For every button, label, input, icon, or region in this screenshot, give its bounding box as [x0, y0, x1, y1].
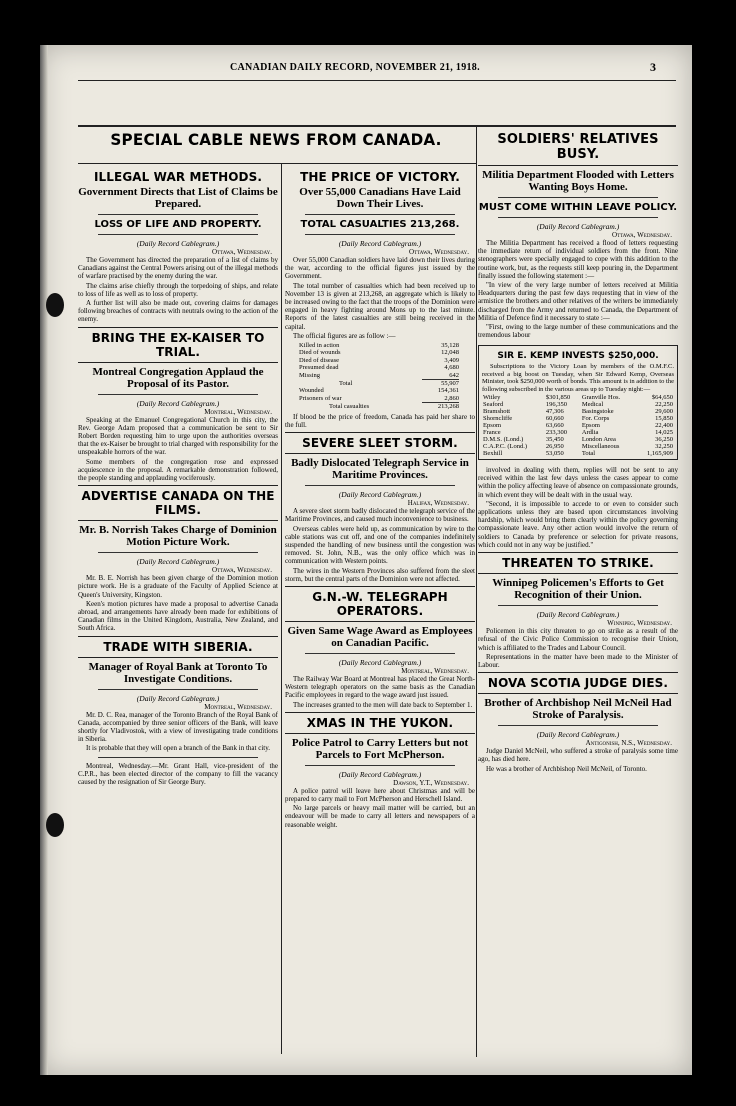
paragraph: The official figures are as follow :—	[293, 331, 396, 340]
paragraph: The Government has directed the preparation of a list of claims by Canadians against the Central Powers arising out of the illegal methods of warfare practised by the enemy during the war.	[78, 256, 278, 281]
area-name: Seaford	[483, 401, 504, 409]
paragraph: Keen's motion pictures have made a proposal to advertise Canada abroad, and arrangements have already been made for exhibitions of Canadian films in the United Kingdom, Australia, New Zealand, and South Africa.	[78, 599, 278, 633]
casualty-table	[299, 342, 459, 411]
headline: ILLEGAL WAR METHODS.	[93, 170, 263, 184]
area-name: Total	[581, 450, 596, 458]
area-amount: 60,660	[545, 415, 564, 423]
headline: THREATEN TO STRIKE.	[502, 556, 654, 571]
row-value: 642	[422, 372, 459, 380]
subheadline: Government Directs that List of Claims be Prepared.	[78, 186, 278, 210]
area-amount: 63,660	[545, 422, 564, 430]
area-name: France	[483, 429, 501, 437]
paragraph: A police patrol will leave here about Christmas and will be prepared to carry mail to Fort McPherson and Herschell Island.	[285, 786, 475, 803]
banner-rule	[78, 163, 476, 164]
header-rule	[78, 80, 676, 81]
row-label: Prisoners of war	[299, 395, 342, 403]
paragraph: The increases granted to the men will date back to September 1.	[293, 700, 473, 709]
dateline: Dawson, Y.T., Wednesday.	[393, 778, 469, 787]
table-row	[299, 395, 459, 403]
running-head: CANADIAN DAILY RECORD, NOVEMBER 21, 1918.	[230, 62, 480, 73]
credit-line: (Daily Record Cablegram.)	[136, 398, 220, 408]
headline: XMAS IN THE YUKON.	[306, 715, 454, 730]
divider	[98, 757, 258, 758]
divider	[98, 689, 258, 690]
paragraph: A further list will also be made out, covering claims for damages following breaches of contracts with neutrals owing to the action of the enemy.	[78, 299, 278, 324]
paragraph: Policemen in this city threaten to go on strike as a result of the refusal of the Civic Police Commission to recognise their Union, which is affiliated to the Trades and Labour Council.	[478, 627, 678, 652]
paragraph: The total number of casualties which had been received up to November 13 is given at 213,268, an aggregate which is likely to be increased owing to the fact that the troops of the Dominion were engaged in heavy fighting around Mons up to the last minute. Reports of the latest casualties are still being received in the capital.	[285, 281, 475, 331]
headline: SOLDIERS' RELATIVES BUSY.	[497, 132, 659, 162]
divider	[78, 485, 278, 486]
table-row	[299, 357, 459, 364]
paragraph: It is probable that they will open a branch of the Bank in that city.	[86, 744, 271, 753]
paragraph: A severe sleet storm badly dislocated the telegraph service of the Maritime Provinces, and caused much inconvenience to business.	[285, 507, 475, 524]
headline: TRADE WITH SIBERIA.	[103, 639, 253, 654]
row-value: 154,361	[437, 387, 459, 395]
table-row	[482, 443, 674, 450]
area-name: Granville Hos.	[581, 394, 621, 402]
row-label: Killed in action	[299, 342, 340, 350]
paragraph: Montreal, Wednesday.—Mr. Grant Hall, vice-president of the C.P.R., has been elected director of the company to fill the vacancy caused by the resignation of Sir George Bury.	[78, 761, 278, 787]
subscription-table	[482, 394, 674, 457]
table-row	[299, 380, 459, 388]
subheadline: Police Patrol to Carry Letters but not Parcels to Fort McPherson.	[291, 736, 469, 761]
divider	[285, 621, 475, 622]
row-value: 4,680	[444, 364, 459, 372]
divider	[305, 485, 455, 486]
area-amount: 1,165,909	[647, 450, 673, 458]
dateline: Winnipeg, Wednesday.	[607, 619, 672, 628]
row-label: Died of disease	[299, 356, 340, 364]
table-row	[299, 403, 459, 411]
area-amount: 233,300	[545, 429, 567, 437]
area-name: Medical	[581, 401, 604, 409]
divider	[98, 394, 258, 395]
kemp-box	[478, 345, 678, 460]
area-amount: 29,600	[655, 408, 673, 416]
credit-line: (Daily Record Cablegram.)	[338, 769, 422, 779]
divider	[285, 712, 475, 713]
divider	[285, 453, 475, 454]
divider	[478, 552, 678, 553]
paragraph: Mr. D. C. Rea, manager of the Toronto Branch of the Royal Bank of Canada, accompanied by three senior officers of the Bank, will leave shortly for Vladivostok, with a view of investigating trade conditions in Siberia.	[78, 710, 278, 744]
area-name: For. Corps	[581, 415, 610, 423]
dateline: Ottawa, Wednesday.	[212, 566, 272, 575]
binding-hole	[46, 293, 64, 317]
divider	[285, 432, 475, 433]
divider	[78, 362, 278, 363]
column-3	[478, 130, 678, 1060]
area-amount: 32,250	[655, 443, 673, 451]
divider	[478, 573, 678, 574]
divider	[498, 217, 658, 218]
area-name: Bramshott	[483, 408, 511, 416]
paragraph: Speaking at the Emanuel Congregational Church in this city, the Rev. George Adam proposed that a communication be sent to Sir Robert Borden requesting him to urge upon the authorities overseas that the ex-Kaiser be brought to trial charged with responsibility for the unspeakable horrors of the war.	[78, 415, 278, 457]
headline: ADVERTISE CANADA ON THE FILMS.	[81, 489, 275, 518]
box-title: SIR E. KEMP INVESTS $250,000.	[497, 351, 659, 362]
row-label: Total casualties	[329, 403, 370, 411]
divider	[478, 693, 678, 694]
paragraph: "In view of the very large number of letters received at Militia Headquarters during the past few days requesting that in view of the armistice the brothers and other relatives of the writers be immediately discharged from the Army and returned to Canada, the Department of Militia of Defence find it necessary to state :—	[478, 281, 678, 322]
subheadline: Winnipeg Policemen's Efforts to Get Recognition of their Union.	[492, 577, 664, 602]
credit-line: (Daily Record Cablegram.)	[338, 239, 422, 248]
dateline: Montreal, Wednesday.	[204, 702, 272, 711]
row-label: Total	[339, 379, 353, 387]
subheadline: MUST COME WITHIN LEAVE POLICY.	[478, 202, 678, 213]
paragraph: involved in dealing with them, replies will not be sent to any received within the last few days unless the cases appear to come within the policy affecting leave of absence on compassionate grounds, in which event they will be dealt with in the usual way.	[478, 466, 678, 499]
headline: SEVERE SLEET STORM.	[302, 436, 458, 451]
divider	[98, 214, 258, 215]
divider	[478, 672, 678, 673]
row-value: 3,409	[444, 356, 459, 364]
paragraph: Over 55,000 Canadian soldiers have laid down their lives during the war, according to the official figures just issued by the Government.	[285, 256, 475, 281]
table-row	[482, 422, 674, 429]
area-name: Witley	[483, 394, 501, 402]
credit-line: (Daily Record Cablegram.)	[536, 730, 620, 740]
row-label: Presumed dead	[299, 364, 339, 372]
area-name: Ardlia	[581, 429, 599, 437]
divider	[498, 605, 658, 606]
subheadline: Montreal Congregation Applaud the Proposal of its Pastor.	[92, 365, 264, 390]
dateline: Ottawa, Wednesday.	[212, 248, 272, 256]
credit-line: (Daily Record Cablegram.)	[136, 693, 220, 703]
paragraph: Overseas cables were held up, as communication by wire to the cable stations was cut off, and one of the companies indefinitely suspended the handling of new business until the congestion was removed. St. John, N.B., was the only office which was in communication with Western points.	[285, 524, 475, 566]
table-row	[482, 394, 674, 401]
dateline: Montreal, Wednesday.	[401, 666, 469, 675]
dateline: Halifax, Wednesday.	[407, 499, 469, 508]
area-name: Shorncliffe	[483, 415, 513, 423]
top-rule	[78, 125, 676, 127]
paragraph: Mr. B. E. Norrish has been given charge of the Dominion motion picture work. He is a graduate of the Faculty of Applied Science at Queen's University, Kingston.	[78, 574, 278, 599]
paragraph: "Second, it is impossible to accede to or even to consider such applications unless they are based upon circumstances involving hardship, which would bring them clearly within the policy governing compassionate leave. Any other action would involve the return of soldiers to Canada by preference or selection for private reasons, which could not in any way be justified."	[478, 499, 678, 549]
row-value: 55,907	[441, 380, 459, 388]
subheadline: TOTAL CASUALTIES 213,268.	[300, 219, 460, 230]
headline: THE PRICE OF VICTORY.	[300, 170, 460, 184]
divider	[285, 733, 475, 734]
area-name: Basingstoke	[581, 408, 614, 416]
column-1	[78, 168, 278, 1058]
subheadline: Over 55,000 Canadians Have Laid Down Their Lives.	[299, 186, 461, 210]
row-label: Died of wounds	[299, 349, 341, 357]
paragraph: If blood be the price of freedom, Canada has paid her share to the full.	[285, 412, 475, 429]
table-row	[482, 401, 674, 408]
table-row	[299, 364, 459, 371]
paragraph: No large parcels or heavy mail matter will be carried, but an endeavour will be made to carry all letters and newspapers of a reasonable weight.	[285, 804, 475, 829]
divider	[98, 234, 258, 235]
area-amount: $64,650	[651, 394, 673, 402]
column-rule	[281, 164, 282, 1054]
headline: NOVA SCOTIA JUDGE DIES.	[487, 676, 669, 691]
row-value: 2,860	[422, 395, 459, 403]
subheadline: Manager of Royal Bank at Toronto To Investigate Conditions.	[88, 660, 268, 685]
paragraph: Representations in the matter have been made to the Minister of Labour.	[478, 652, 678, 669]
area-amount: $301,850	[545, 394, 571, 402]
paragraph: Judge Daniel McNeil, who suffered a stroke of paralysis some time ago, has died here.	[478, 747, 678, 764]
row-value: 35,128	[441, 342, 459, 350]
area-name: London Area	[581, 436, 616, 444]
divider	[305, 653, 455, 654]
area-amount: 22,250	[655, 401, 673, 409]
subheadline: Mr. B. Norrish Takes Charge of Dominion Motion Picture Work.	[79, 524, 277, 549]
subheadline: Brother of Archbishop Neil McNeil Had Stroke of Paralysis.	[484, 697, 672, 722]
paragraph: The Militia Department has received a flood of letters requesting the immediate return of individual soldiers from the front. Nine stenographers were specially engaged to cope with this addition to the routine work, but, as the requests still keep pouring in, the Department finally issued the following statement :—	[478, 239, 678, 280]
paragraph: Some members of the congregation rose and expressed acquiescence in the proposal. A remarkable demonstration followed, the people standing and applauding vociferously.	[78, 457, 278, 483]
area-amount: 22,400	[655, 422, 673, 430]
area-amount: 15,850	[655, 415, 673, 423]
binding-hole	[46, 813, 64, 837]
area-name: Bexhill	[483, 450, 503, 458]
area-amount: 26,950	[545, 443, 564, 451]
page-number: 3	[650, 60, 656, 74]
credit-line: (Daily Record Cablegram.)	[338, 490, 422, 500]
dateline: Ottawa, Wednesday.	[612, 231, 672, 239]
column-rule	[476, 127, 477, 1057]
credit-line: (Daily Record Cablegram.)	[136, 557, 220, 567]
table-row	[482, 450, 674, 457]
paragraph: The wires in the Western Provinces also suffered from the sleet storm, but the central parts of the Dominion were not affected.	[285, 566, 475, 583]
table-row	[482, 429, 674, 436]
row-label: Missing	[299, 371, 320, 379]
credit-line: (Daily Record Cablegram.)	[136, 239, 220, 248]
subheadline: Given Same Wage Award as Employees on Canadian Pacific.	[287, 624, 473, 649]
area-amount: 53,050	[545, 450, 564, 458]
subheadline: Badly Dislocated Telegraph Service in Maritime Provinces.	[291, 457, 469, 482]
box-text: Subscriptions to the Victory Loan by members of the O.M.F.C. received a big boost on Tuesday, when Sir Edward Kemp, Overseas Minister, took $250,000 worth of bonds. This amount is in addition to the following subscribed in the various areas up to Tuesday night:—	[482, 363, 674, 393]
area-amount: 36,250	[655, 436, 673, 444]
dateline: Ottawa, Wednesday.	[409, 248, 469, 256]
row-value: 213,268	[437, 403, 459, 411]
divider	[498, 197, 658, 198]
divider	[478, 165, 678, 166]
area-name: Miscellaneous	[581, 443, 620, 451]
table-row	[482, 436, 674, 443]
paragraph: The Railway War Board at Montreal has placed the Great North-Western telegraph operators on the same basis as the Canadian Pacific employees in regard to the wage award just issued.	[285, 674, 475, 700]
credit-line: (Daily Record Cablegram.)	[338, 657, 422, 667]
subheadline: Militia Department Flooded with Letters Wanting Boys Home.	[482, 169, 674, 193]
headline: G.N.-W. TELEGRAPH OPERATORS.	[312, 589, 448, 618]
table-row	[482, 415, 674, 422]
dateline: Montreal, Wednesday.	[204, 407, 272, 416]
table-row	[299, 349, 459, 356]
subheadline: LOSS OF LIFE AND PROPERTY.	[94, 219, 262, 230]
area-name: Epsom	[483, 422, 502, 430]
divider	[78, 327, 278, 328]
paragraph: He was a brother of Archbishop Neil McNeil, of Toronto.	[486, 764, 647, 773]
divider	[98, 552, 258, 553]
paragraph: "First, owing to the large number of these communications and the tremendous labour	[478, 323, 678, 340]
dateline: Antigonish, N.S., Wednesday.	[585, 739, 672, 748]
table-row	[299, 387, 459, 394]
row-label: Wounded	[299, 387, 324, 395]
table-row	[299, 342, 459, 349]
divider	[305, 765, 455, 766]
divider	[305, 234, 455, 235]
credit-line: (Daily Record Cablegram.)	[536, 610, 620, 620]
area-name: C.A.P.C. (Lond.)	[483, 443, 528, 451]
table-row	[299, 372, 459, 380]
area-name: D.M.S. (Lond.)	[483, 436, 524, 444]
banner-headline: SPECIAL CABLE NEWS FROM CANADA.	[110, 130, 442, 149]
credit-line: (Daily Record Cablegram.)	[536, 222, 620, 231]
column-2	[285, 168, 475, 1058]
divider	[78, 520, 278, 521]
row-value: 12,048	[441, 349, 459, 357]
area-amount: 196,350	[545, 401, 567, 409]
area-name: Epsom	[581, 422, 600, 430]
headline: BRING THE EX-KAISER TO TRIAL.	[91, 330, 265, 359]
table-row	[482, 408, 674, 415]
area-amount: 14,025	[655, 429, 673, 437]
divider	[78, 657, 278, 658]
paragraph: The claims arise chiefly through the torpedoing of ships, and relate to loss of life as well as to loss of property.	[78, 281, 278, 298]
divider	[78, 636, 278, 637]
divider	[498, 725, 658, 726]
divider	[285, 586, 475, 587]
area-amount: 47,306	[545, 408, 564, 416]
divider	[305, 214, 455, 215]
area-amount: 35,450	[545, 436, 564, 444]
